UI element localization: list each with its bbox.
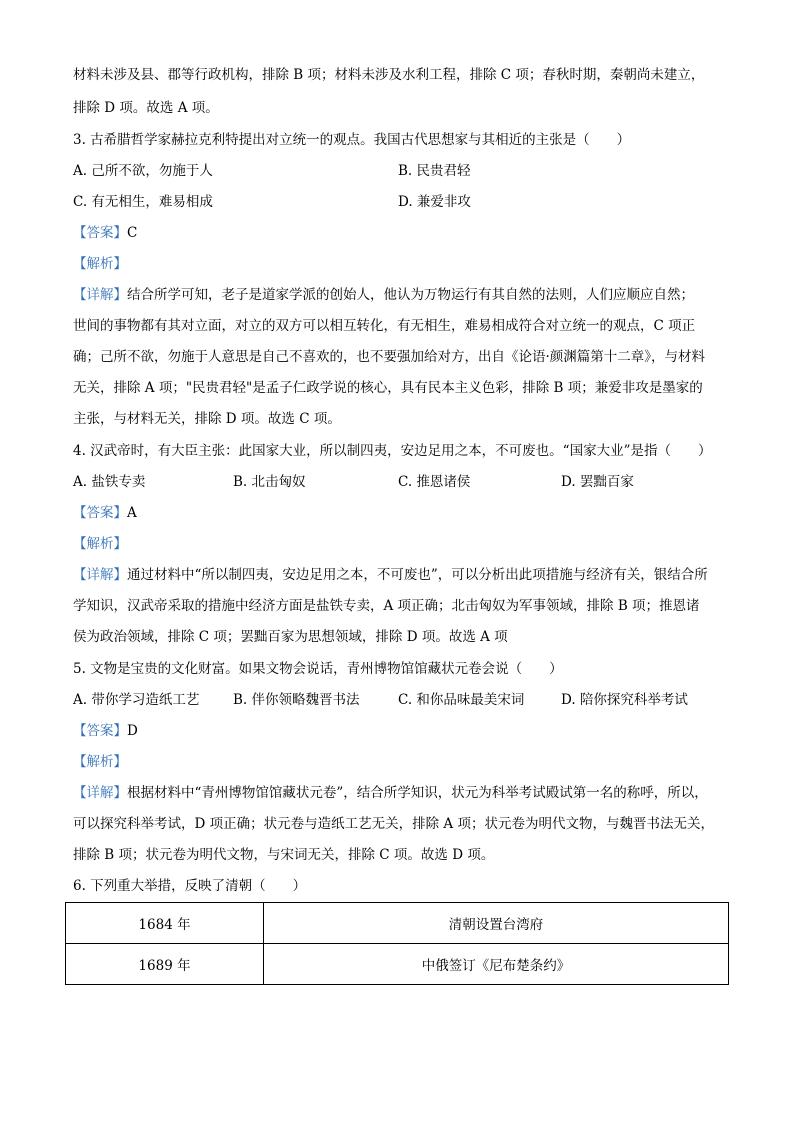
q5-analysis-tag: 【解析】 [73, 754, 127, 770]
q4-detail-line-1: 【详解】通过材料中“所以制四夷，安边足用之本，不可废也”，可以分析出此项措施与经济有关，银结合所 [73, 567, 708, 583]
q6-stem: 6. 下列重大举措，反映了清朝（ ） [73, 878, 307, 894]
q5-option-d: D. 陪你探究科举考试 [561, 692, 688, 708]
q3-detail-line-2: 世间的事物都有其对立面，对立的双方可以相互转化，有无相生，难易相成符合对立统一的观点，C 项正 [73, 318, 696, 334]
table-cell-year: 1684 年 [66, 903, 264, 944]
q4-detail-line-2: 学知识，汉武帝采取的措施中经济方面是盐铁专卖，A 项正确；北击匈奴为军事领域，排除 B 项；推恩诸 [73, 598, 700, 614]
q3-detail-line-4: 无关，排除 A 项；"民贵君轻"是孟子仁政学说的核心，具有民本主义色彩，排除 B 项；兼爱非攻是墨家的 [73, 380, 703, 396]
prev-explanation-line-2: 排除 D 项。故选 A 项。 [73, 100, 219, 116]
q4-stem: 4. 汉武帝时，有大臣主张：此国家大业，所以制四夷，安边足用之本，不可废也。“国家大业”是指（ ） [73, 443, 712, 459]
table-cell-year: 1689 年 [66, 944, 264, 985]
table-row [66, 903, 729, 944]
q3-option-a: A. 己所不欲，勿施于人 [73, 163, 213, 179]
q4-option-a: A. 盐铁专卖 [73, 474, 146, 490]
table-cell-event: 清朝设置台湾府 [264, 903, 729, 944]
prev-explanation-line-1: 材料未涉及县、郡等行政机构，排除 B 项；材料未涉及水利工程，排除 C 项；春秋时期，秦朝尚未建立， [73, 67, 705, 83]
q5-detail-line-1: 【详解】根据材料中“青州博物馆馆藏状元卷”，结合所学知识，状元为科举考试殿试第一名的称呼，所以， [73, 785, 708, 801]
q5-option-b: B. 伴你领略魏晋书法 [233, 692, 360, 708]
q5-detail-line-3: 排除 B 项；状元卷为明代文物，与宋词无关，排除 C 项。故选 D 项。 [73, 847, 495, 863]
q3-detail-line-5: 主张，与材料无关，排除 D 项。故选 C 项。 [73, 411, 341, 427]
q3-stem: 3. 古希腊哲学家赫拉克利特提出对立统一的观点。我国古代思想家与其相近的主张是（ ） [73, 132, 631, 148]
q4-detail-line-3: 侯为政治领域，排除 C 项；罢黜百家为思想领域，排除 D 项。故选 A 项 [73, 629, 508, 645]
q3-option-b: B. 民贵君轻 [398, 163, 471, 179]
q4-analysis-tag: 【解析】 [73, 536, 127, 552]
q5-option-a: A. 带你学习造纸工艺 [73, 692, 200, 708]
q3-analysis-tag: 【解析】 [73, 256, 127, 272]
q3-answer-value: C [127, 225, 138, 241]
q4-answer-value: A [127, 505, 137, 521]
q3-detail-line-3: 确；己所不欲，勿施于人意思是自己不喜欢的，也不要强加给对方，出自《论语·颜渊篇第十二章》，与材料 [73, 349, 706, 365]
q4-option-d: D. 罢黜百家 [561, 474, 634, 490]
answer-tag: 【答案】 [73, 225, 127, 241]
q5-answer: 【答案】D [73, 723, 138, 739]
q3-option-c: C. 有无相生，难易相成 [73, 194, 213, 210]
q4-option-b: B. 北击匈奴 [233, 474, 306, 490]
table-row [66, 944, 729, 985]
q4-option-c: C. 推恩诸侯 [398, 474, 471, 490]
detail-tag: 【详解】 [73, 287, 127, 303]
q6-table [65, 902, 729, 985]
q5-stem: 5. 文物是宝贵的文化财富。如果文物会说话，青州博物馆馆藏状元卷会说（ ） [73, 661, 563, 677]
q5-detail-line-2: 可以探究科举考试，D 项正确；状元卷与造纸工艺无关，排除 A 项；状元卷为明代文物，与魏晋书法无关， [73, 816, 714, 832]
q3-answer [73, 224, 137, 242]
q3-detail-line-1: 【详解】结合所学可知，老子是道家学派的创始人，他认为万物运行有其自然的法则，人们应顺应自然； [73, 287, 694, 303]
q4-answer: 【答案】A [73, 505, 137, 521]
q5-option-c: C. 和你品味最美宋词 [398, 692, 525, 708]
table-cell-event: 中俄签订《尼布楚条约》 [264, 944, 729, 985]
q5-answer-value: D [127, 723, 138, 739]
q3-option-d: D. 兼爱非攻 [398, 194, 471, 210]
